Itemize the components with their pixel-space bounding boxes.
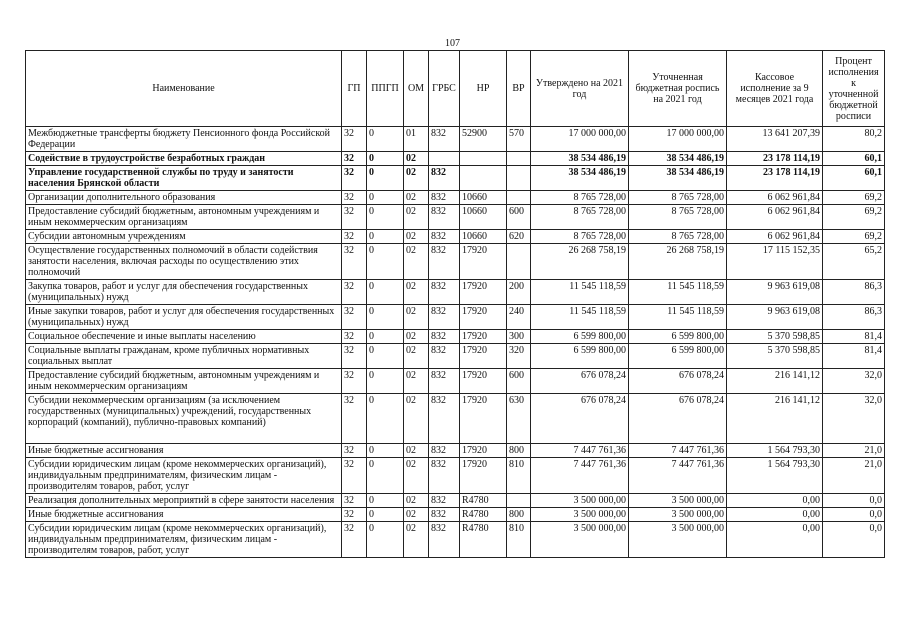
cell-approved: 17 000 000,00 bbox=[531, 127, 629, 152]
cell-name: Предоставление субсидий бюджетным, автономным учреждениям и иным некоммерческим организациям bbox=[26, 369, 342, 394]
cell-grbs: 832 bbox=[429, 305, 460, 330]
table-row bbox=[26, 152, 885, 166]
cell-ppgp: 0 bbox=[367, 244, 404, 280]
cell-gp: 32 bbox=[342, 458, 367, 494]
cell-vr: 630 bbox=[507, 394, 531, 444]
table-row bbox=[26, 369, 885, 394]
cell-grbs: 832 bbox=[429, 394, 460, 444]
table-row bbox=[26, 344, 885, 369]
cell-np: R4780 bbox=[460, 522, 507, 558]
cell-revised: 676 078,24 bbox=[629, 369, 727, 394]
cell-np: 17920 bbox=[460, 305, 507, 330]
cell-gp: 32 bbox=[342, 508, 367, 522]
cell-cash: 0,00 bbox=[727, 494, 823, 508]
cell-name: Субсидии некоммерческим организациям (за исключением государственных (муниципальных) учреждений, государственных корпораций (компаний), публично-правовых компаний) bbox=[26, 394, 342, 444]
cell-approved: 38 534 486,19 bbox=[531, 152, 629, 166]
cell-gp: 32 bbox=[342, 127, 367, 152]
cell-vr: 240 bbox=[507, 305, 531, 330]
table-row bbox=[26, 244, 885, 280]
cell-percent: 81,4 bbox=[823, 344, 885, 369]
cell-gp: 32 bbox=[342, 152, 367, 166]
cell-gp: 32 bbox=[342, 305, 367, 330]
cell-revised: 6 599 800,00 bbox=[629, 330, 727, 344]
cell-approved: 6 599 800,00 bbox=[531, 344, 629, 369]
header-cash: Кассовое исполнение за 9 месяцев 2021 года bbox=[727, 51, 823, 127]
cell-vr: 200 bbox=[507, 280, 531, 305]
cell-om: 02 bbox=[404, 458, 429, 494]
cell-name: Иные бюджетные ассигнования bbox=[26, 444, 342, 458]
cell-vr: 300 bbox=[507, 330, 531, 344]
cell-np: 17920 bbox=[460, 244, 507, 280]
cell-cash: 6 062 961,84 bbox=[727, 205, 823, 230]
cell-approved: 6 599 800,00 bbox=[531, 330, 629, 344]
cell-percent: 69,2 bbox=[823, 205, 885, 230]
cell-cash: 6 062 961,84 bbox=[727, 230, 823, 244]
cell-percent: 0,0 bbox=[823, 522, 885, 558]
cell-grbs: 832 bbox=[429, 494, 460, 508]
cell-revised: 7 447 761,36 bbox=[629, 444, 727, 458]
table-row bbox=[26, 508, 885, 522]
cell-vr: 800 bbox=[507, 444, 531, 458]
cell-om: 02 bbox=[404, 344, 429, 369]
table-row bbox=[26, 305, 885, 330]
cell-np: 10660 bbox=[460, 205, 507, 230]
cell-vr: 810 bbox=[507, 458, 531, 494]
cell-revised: 11 545 118,59 bbox=[629, 280, 727, 305]
cell-cash: 5 370 598,85 bbox=[727, 330, 823, 344]
cell-np: 10660 bbox=[460, 191, 507, 205]
cell-name: Субсидии автономным учреждениям bbox=[26, 230, 342, 244]
table-row bbox=[26, 205, 885, 230]
cell-percent: 32,0 bbox=[823, 369, 885, 394]
cell-gp: 32 bbox=[342, 494, 367, 508]
cell-name: Осуществление государственных полномочий в области содействия занятости населения, включая расходы по осуществлению этих полномочий bbox=[26, 244, 342, 280]
cell-np: R4780 bbox=[460, 494, 507, 508]
table-row bbox=[26, 166, 885, 191]
cell-ppgp: 0 bbox=[367, 444, 404, 458]
table-row bbox=[26, 522, 885, 558]
cell-grbs: 832 bbox=[429, 344, 460, 369]
header-vr: ВР bbox=[507, 51, 531, 127]
cell-grbs: 832 bbox=[429, 205, 460, 230]
cell-percent: 32,0 bbox=[823, 394, 885, 444]
cell-np: 10660 bbox=[460, 230, 507, 244]
table-row bbox=[26, 127, 885, 152]
cell-om: 02 bbox=[404, 205, 429, 230]
cell-revised: 3 500 000,00 bbox=[629, 508, 727, 522]
cell-gp: 32 bbox=[342, 369, 367, 394]
cell-om: 02 bbox=[404, 152, 429, 166]
cell-grbs: 832 bbox=[429, 508, 460, 522]
cell-name: Социальное обеспечение и иные выплаты населению bbox=[26, 330, 342, 344]
cell-om: 02 bbox=[404, 230, 429, 244]
cell-vr: 800 bbox=[507, 508, 531, 522]
cell-cash: 9 963 619,08 bbox=[727, 305, 823, 330]
cell-ppgp: 0 bbox=[367, 166, 404, 191]
cell-grbs: 832 bbox=[429, 458, 460, 494]
cell-om: 02 bbox=[404, 494, 429, 508]
cell-vr: 810 bbox=[507, 522, 531, 558]
cell-ppgp: 0 bbox=[367, 205, 404, 230]
cell-cash: 23 178 114,19 bbox=[727, 166, 823, 191]
cell-revised: 38 534 486,19 bbox=[629, 152, 727, 166]
cell-om: 02 bbox=[404, 522, 429, 558]
cell-cash: 0,00 bbox=[727, 522, 823, 558]
header-percent: Процент исполнения к уточненной бюджетной росписи bbox=[823, 51, 885, 127]
cell-grbs: 832 bbox=[429, 244, 460, 280]
cell-percent: 21,0 bbox=[823, 444, 885, 458]
cell-grbs: 832 bbox=[429, 522, 460, 558]
cell-name: Иные закупки товаров, работ и услуг для обеспечения государственных (муниципальных) нужд bbox=[26, 305, 342, 330]
cell-percent: 69,2 bbox=[823, 230, 885, 244]
cell-grbs: 832 bbox=[429, 369, 460, 394]
cell-vr bbox=[507, 191, 531, 205]
header-name: Наименование bbox=[26, 51, 342, 127]
cell-percent: 81,4 bbox=[823, 330, 885, 344]
cell-revised: 676 078,24 bbox=[629, 394, 727, 444]
cell-revised: 8 765 728,00 bbox=[629, 191, 727, 205]
header-np: НР bbox=[460, 51, 507, 127]
cell-percent: 0,0 bbox=[823, 508, 885, 522]
cell-ppgp: 0 bbox=[367, 127, 404, 152]
cell-name: Организации дополнительного образования bbox=[26, 191, 342, 205]
cell-revised: 3 500 000,00 bbox=[629, 522, 727, 558]
cell-name: Социальные выплаты гражданам, кроме публичных нормативных социальных выплат bbox=[26, 344, 342, 369]
cell-om: 02 bbox=[404, 444, 429, 458]
cell-approved: 11 545 118,59 bbox=[531, 305, 629, 330]
cell-revised: 26 268 758,19 bbox=[629, 244, 727, 280]
cell-ppgp: 0 bbox=[367, 191, 404, 205]
cell-ppgp: 0 bbox=[367, 494, 404, 508]
table-row bbox=[26, 330, 885, 344]
cell-gp: 32 bbox=[342, 344, 367, 369]
cell-revised: 7 447 761,36 bbox=[629, 458, 727, 494]
cell-name: Субсидии юридическим лицам (кроме некоммерческих организаций), индивидуальным предпринимателям, физическим лицам - производителям товаров, работ, услуг bbox=[26, 458, 342, 494]
cell-np bbox=[460, 152, 507, 166]
cell-name: Закупка товаров, работ и услуг для обеспечения государственных (муниципальных) нужд bbox=[26, 280, 342, 305]
header-gp: ГП bbox=[342, 51, 367, 127]
cell-percent: 60,1 bbox=[823, 166, 885, 191]
cell-np: 17920 bbox=[460, 394, 507, 444]
cell-name: Предоставление субсидий бюджетным, автономным учреждениям и иным некоммерческим организациям bbox=[26, 205, 342, 230]
cell-gp: 32 bbox=[342, 522, 367, 558]
cell-percent: 65,2 bbox=[823, 244, 885, 280]
cell-grbs bbox=[429, 152, 460, 166]
cell-gp: 32 bbox=[342, 444, 367, 458]
cell-grbs: 832 bbox=[429, 444, 460, 458]
cell-om: 02 bbox=[404, 508, 429, 522]
cell-ppgp: 0 bbox=[367, 458, 404, 494]
cell-approved: 676 078,24 bbox=[531, 369, 629, 394]
cell-name: Содействие в трудоустройстве безработных граждан bbox=[26, 152, 342, 166]
cell-percent: 21,0 bbox=[823, 458, 885, 494]
cell-np: 17920 bbox=[460, 330, 507, 344]
cell-np: 17920 bbox=[460, 458, 507, 494]
cell-gp: 32 bbox=[342, 330, 367, 344]
table-row bbox=[26, 444, 885, 458]
page-number: 107 bbox=[445, 38, 460, 49]
cell-approved: 676 078,24 bbox=[531, 394, 629, 444]
cell-np: R4780 bbox=[460, 508, 507, 522]
cell-vr: 620 bbox=[507, 230, 531, 244]
cell-cash: 9 963 619,08 bbox=[727, 280, 823, 305]
header-grbs: ГРБС bbox=[429, 51, 460, 127]
cell-om: 02 bbox=[404, 280, 429, 305]
cell-np: 17920 bbox=[460, 369, 507, 394]
cell-approved: 3 500 000,00 bbox=[531, 522, 629, 558]
cell-ppgp: 0 bbox=[367, 152, 404, 166]
cell-gp: 32 bbox=[342, 244, 367, 280]
cell-grbs: 832 bbox=[429, 191, 460, 205]
cell-percent: 86,3 bbox=[823, 305, 885, 330]
cell-ppgp: 0 bbox=[367, 280, 404, 305]
cell-ppgp: 0 bbox=[367, 508, 404, 522]
header-om: ОМ bbox=[404, 51, 429, 127]
cell-vr bbox=[507, 152, 531, 166]
cell-approved: 11 545 118,59 bbox=[531, 280, 629, 305]
header-revised: Уточненная бюджетная роспись на 2021 год bbox=[629, 51, 727, 127]
cell-ppgp: 0 bbox=[367, 330, 404, 344]
budget-table bbox=[25, 50, 885, 558]
cell-revised: 38 534 486,19 bbox=[629, 166, 727, 191]
cell-gp: 32 bbox=[342, 205, 367, 230]
cell-revised: 17 000 000,00 bbox=[629, 127, 727, 152]
cell-om: 02 bbox=[404, 191, 429, 205]
table-row bbox=[26, 494, 885, 508]
cell-name: Иные бюджетные ассигнования bbox=[26, 508, 342, 522]
cell-grbs: 832 bbox=[429, 166, 460, 191]
cell-ppgp: 0 bbox=[367, 394, 404, 444]
cell-om: 02 bbox=[404, 305, 429, 330]
cell-approved: 38 534 486,19 bbox=[531, 166, 629, 191]
cell-vr bbox=[507, 244, 531, 280]
header-approved: Утверждено на 2021 год bbox=[531, 51, 629, 127]
cell-np: 52900 bbox=[460, 127, 507, 152]
cell-vr bbox=[507, 166, 531, 191]
cell-om: 02 bbox=[404, 394, 429, 444]
cell-approved: 26 268 758,19 bbox=[531, 244, 629, 280]
header-ppgp: ППГП bbox=[367, 51, 404, 127]
cell-cash: 23 178 114,19 bbox=[727, 152, 823, 166]
cell-cash: 5 370 598,85 bbox=[727, 344, 823, 369]
cell-percent: 80,2 bbox=[823, 127, 885, 152]
cell-vr: 320 bbox=[507, 344, 531, 369]
cell-ppgp: 0 bbox=[367, 344, 404, 369]
cell-np: 17920 bbox=[460, 344, 507, 369]
cell-cash: 1 564 793,30 bbox=[727, 444, 823, 458]
cell-revised: 11 545 118,59 bbox=[629, 305, 727, 330]
cell-np: 17920 bbox=[460, 444, 507, 458]
cell-cash: 6 062 961,84 bbox=[727, 191, 823, 205]
cell-name: Реализация дополнительных мероприятий в сфере занятости населения bbox=[26, 494, 342, 508]
cell-gp: 32 bbox=[342, 191, 367, 205]
cell-approved: 7 447 761,36 bbox=[531, 444, 629, 458]
cell-percent: 0,0 bbox=[823, 494, 885, 508]
cell-revised: 6 599 800,00 bbox=[629, 344, 727, 369]
cell-np bbox=[460, 166, 507, 191]
cell-percent: 69,2 bbox=[823, 191, 885, 205]
cell-gp: 32 bbox=[342, 166, 367, 191]
cell-revised: 8 765 728,00 bbox=[629, 230, 727, 244]
cell-om: 02 bbox=[404, 244, 429, 280]
table-row bbox=[26, 230, 885, 244]
table-header-row bbox=[26, 51, 885, 127]
cell-ppgp: 0 bbox=[367, 230, 404, 244]
cell-cash: 13 641 207,39 bbox=[727, 127, 823, 152]
cell-percent: 60,1 bbox=[823, 152, 885, 166]
cell-cash: 0,00 bbox=[727, 508, 823, 522]
cell-vr: 600 bbox=[507, 205, 531, 230]
cell-percent: 86,3 bbox=[823, 280, 885, 305]
cell-name: Межбюджетные трансферты бюджету Пенсионного фонда Российской Федерации bbox=[26, 127, 342, 152]
cell-om: 02 bbox=[404, 330, 429, 344]
cell-approved: 8 765 728,00 bbox=[531, 230, 629, 244]
cell-grbs: 832 bbox=[429, 230, 460, 244]
cell-approved: 8 765 728,00 bbox=[531, 191, 629, 205]
cell-om: 02 bbox=[404, 166, 429, 191]
cell-gp: 32 bbox=[342, 230, 367, 244]
table-row bbox=[26, 458, 885, 494]
cell-approved: 8 765 728,00 bbox=[531, 205, 629, 230]
cell-vr: 570 bbox=[507, 127, 531, 152]
cell-revised: 3 500 000,00 bbox=[629, 494, 727, 508]
cell-om: 01 bbox=[404, 127, 429, 152]
cell-grbs: 832 bbox=[429, 280, 460, 305]
cell-cash: 17 115 152,35 bbox=[727, 244, 823, 280]
cell-gp: 32 bbox=[342, 394, 367, 444]
cell-approved: 7 447 761,36 bbox=[531, 458, 629, 494]
cell-ppgp: 0 bbox=[367, 522, 404, 558]
cell-grbs: 832 bbox=[429, 127, 460, 152]
cell-approved: 3 500 000,00 bbox=[531, 494, 629, 508]
cell-gp: 32 bbox=[342, 280, 367, 305]
cell-approved: 3 500 000,00 bbox=[531, 508, 629, 522]
cell-om: 02 bbox=[404, 369, 429, 394]
cell-grbs: 832 bbox=[429, 330, 460, 344]
table-row bbox=[26, 191, 885, 205]
cell-vr: 600 bbox=[507, 369, 531, 394]
cell-np: 17920 bbox=[460, 280, 507, 305]
cell-name: Управление государственной службы по труду и занятости населения Брянской области bbox=[26, 166, 342, 191]
cell-revised: 8 765 728,00 bbox=[629, 205, 727, 230]
cell-vr bbox=[507, 494, 531, 508]
cell-ppgp: 0 bbox=[367, 305, 404, 330]
table-row bbox=[26, 280, 885, 305]
cell-cash: 216 141,12 bbox=[727, 369, 823, 394]
cell-cash: 1 564 793,30 bbox=[727, 458, 823, 494]
cell-name: Субсидии юридическим лицам (кроме некоммерческих организаций), индивидуальным предпринимателям, физическим лицам - производителям товаров, работ, услуг bbox=[26, 522, 342, 558]
cell-cash: 216 141,12 bbox=[727, 394, 823, 444]
table-row bbox=[26, 394, 885, 444]
cell-ppgp: 0 bbox=[367, 369, 404, 394]
